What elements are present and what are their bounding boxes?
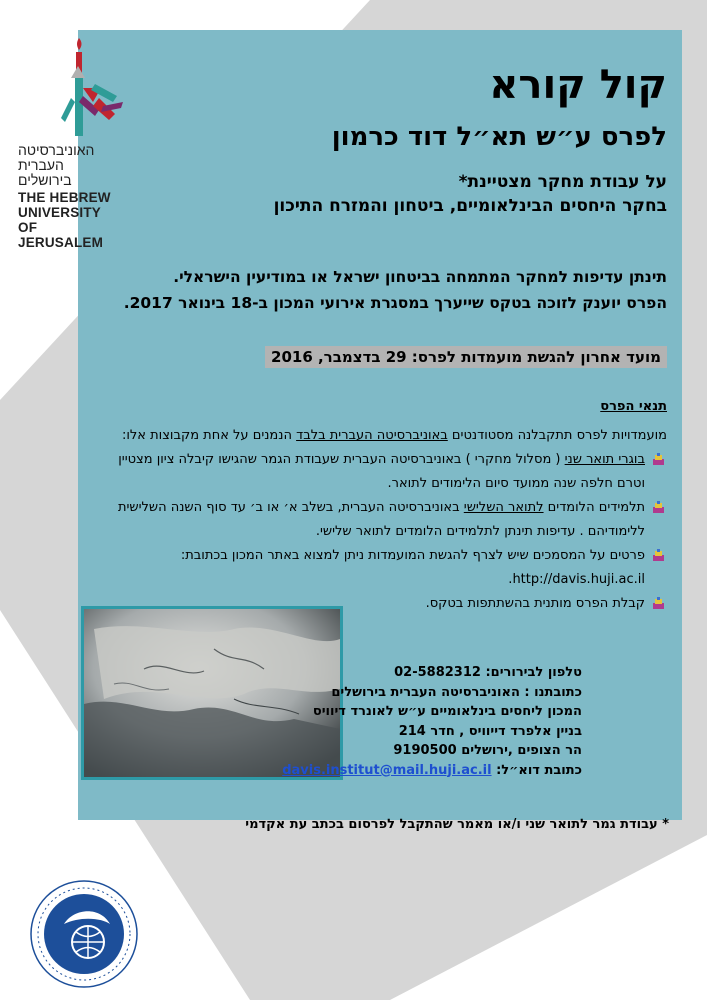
item-text: תלמידים הלומדים [543,500,645,515]
research-topic-line: בחקר היחסים הבינלאומיים, ביטחון והמזרח התיכון [273,196,667,216]
item-text: ( מסלול מחקרי ) באוניברסיטה העברית שעבודת הגמר שהגישו קיבלה ציון מצטיין [118,452,565,467]
contact-address: הר הצופים ,ירושלים 9190500 [393,743,582,758]
logo-he-line: בירושלים [18,172,72,188]
item-emphasis: בוגרי תואר שני [564,452,645,467]
footnote: * עבודת גמר לתואר שני ו/או מאמר שהתקבל לפרסום בכתב עת אקדמי [245,817,669,832]
terms-intro [65,424,667,448]
research-topic-line: על עבודת מחקר מצטיינת* [458,172,667,192]
terms-list [65,448,667,616]
bullet-icon [652,453,665,466]
logo-en-line: OF JERUSALEM [18,220,104,250]
contact-address: בניין אלפרד דייוויס , חדר 214 [398,723,582,739]
preference-line: תינתן עדיפות למחקר המתמחה בביטחון ישראל או במודיעין הישראלי. [173,268,667,286]
contact-phone: טלפון לבירורים: 02-5882312 [394,665,582,680]
item-emphasis: לתואר השלישי [463,500,544,515]
contact-block [242,663,582,780]
terms-heading: תנאי הפרס [600,399,667,414]
preference-text [87,264,667,316]
research-topic [107,170,667,218]
item-text: באוניברסיטה העברית, בשלב א׳ או ב׳ עד סוף השנה השלישית [117,500,464,515]
list-item [65,496,667,544]
terms-intro-emphasis: באוניברסיטה העברית בלבד [296,428,448,443]
contact-email-row [242,761,582,781]
item-text: פרטים על המסמכים שיש לצרף להגשת המועמדות ניתן למצוא באתר המכון בכתובת: [180,548,645,563]
email-link[interactable]: davis.institut@mail.huji.ac.il [282,762,492,778]
prize-subtitle: לפרס ע״ש תא״ל דוד כרמון [331,122,667,152]
page-title: קול קורא [489,62,667,108]
deadline-banner: מועד אחרון להגשת מועמדות לפרס: 29 בדצמבר, 2016 [265,346,667,368]
item-text: וטרם חלפה שנה ממועד סיום הלימודים לתואר. [387,476,645,491]
list-item [65,448,667,496]
terms-intro-text: מועמדויות לפרס תתקבלנה מסטודנטים [447,428,667,443]
institute-url-link[interactable]: http://davis.huji.ac.il. [508,572,645,587]
logo-en-line: UNIVERSITY [18,205,102,220]
list-item [65,544,667,592]
terms-section [65,424,667,616]
bullet-icon [652,501,665,514]
preference-line: הפרס יוענק לזוכה בטקס שייערך במסגרת אירועי המכון ב-18 בינואר 2017. [123,294,667,312]
item-text: ללימודיהם . עדיפות תינתן לתלמידים הלומדים לתואר שלישי. [315,524,645,539]
bullet-icon [652,597,665,610]
bullet-icon [652,549,665,562]
terms-intro-text: הנמנים על אחת מקבוצות אלו: [122,428,297,443]
hebrew-university-logo-icon [55,36,125,138]
davis-institute-seal-icon [30,880,138,988]
logo-en-line: THE HEBREW [18,190,111,205]
item-text: קבלת הפרס מותנית בהשתתפות בטקס. [425,596,645,611]
email-label: כתובת דוא״ל: [491,762,582,778]
logo-he-line: העברית [18,157,64,173]
contact-address: כתובתנו : האוניברסיטה העברית בירושלים [331,684,582,700]
contact-address: המכון ליחסים בינלאומיים ע״ש לאונרד דיוויס [312,704,582,719]
logo-he-line: האוניברסיטה [18,142,95,158]
